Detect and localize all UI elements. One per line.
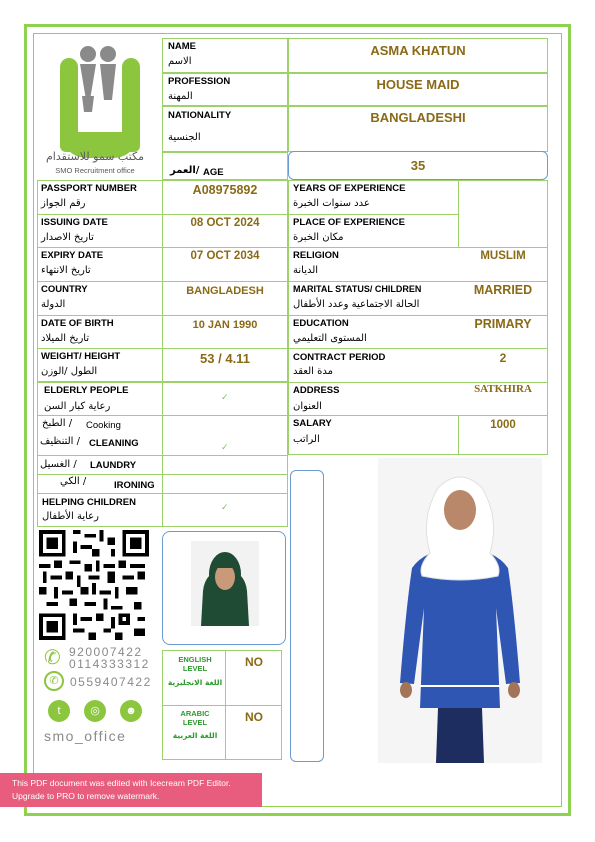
profession-label-arabic: المهنة xyxy=(168,91,193,102)
portrait-photo xyxy=(191,541,259,626)
expiry-date-value: 07 OCT 2034 xyxy=(190,250,260,262)
marital-status-value: MARRIED xyxy=(473,283,533,297)
passport-label: PASSPORT NUMBER xyxy=(41,183,137,194)
phone-icon: ✆ xyxy=(44,647,61,669)
date-of-birth-label-arabic: تاريخ الميلاد xyxy=(41,333,90,344)
address-value: SATKHIRA xyxy=(474,383,532,395)
twitter-icon[interactable]: t xyxy=(48,700,70,722)
phone-number-1: 920007422 xyxy=(69,645,143,659)
row-divider xyxy=(37,315,288,316)
row-divider xyxy=(288,315,548,316)
english-level-label: ENGLISH LEVEL xyxy=(178,655,212,673)
nationality-value: BANGLADESHI xyxy=(370,110,466,125)
date-of-birth-label: DATE OF BIRTH xyxy=(41,318,114,329)
education-value: PRIMARY xyxy=(474,317,532,331)
country-label: COUNTRY xyxy=(41,284,88,295)
skill-elderly-label: ELDERLY PEOPLE xyxy=(44,385,129,396)
education-label-arabic: المستوى التعليمي xyxy=(293,333,367,344)
age-label: AGE xyxy=(203,167,224,178)
experience-years-label-arabic: عدد سنوات الخبرة xyxy=(293,198,370,209)
row-divider xyxy=(288,214,458,215)
education-label: EDUCATION xyxy=(293,318,349,329)
marital-status-label: MARITAL STATUS/ CHILDREN xyxy=(293,284,422,294)
skill-cooking-label-arabic: الطبخ / xyxy=(42,418,73,429)
arabic-level-label: ARABIC LEVEL xyxy=(180,709,210,727)
country-label-arabic: الدولة xyxy=(41,299,66,310)
skill-cooking-label: Cooking xyxy=(86,420,121,431)
row-divider xyxy=(37,214,288,215)
skill-helping-children-label-arabic: رعاية الأطفال xyxy=(42,511,99,522)
social-handle: smo_office xyxy=(44,728,127,744)
skill-cleaning-label: CLEANING xyxy=(89,438,139,449)
skill-elderly-check: ✓ xyxy=(221,392,229,402)
address-label: ADDRESS xyxy=(293,385,340,396)
name-value: ASMA KHATUN xyxy=(370,43,466,58)
passport-value: A08975892 xyxy=(192,183,258,197)
arabic-level-label-arabic: اللغة العربية xyxy=(172,731,218,740)
name-label: NAME xyxy=(168,41,196,52)
age-label-arabic: العمر/ xyxy=(170,165,200,176)
phone-number-2: 0114333312 xyxy=(69,657,150,671)
passport-label-arabic: رقم الجواز xyxy=(41,198,86,209)
country-value: BANGLADESH xyxy=(186,285,264,297)
whatsapp-icon: ✆ xyxy=(44,671,64,691)
religion-value: MUSLIM xyxy=(480,250,526,262)
skill-divider xyxy=(37,493,288,494)
pdf-editor-watermark[interactable] xyxy=(0,773,262,807)
language-divider-h xyxy=(162,705,282,706)
marital-status-label-arabic: الحالة الاجتماعية وعدد الأطفال xyxy=(293,299,420,310)
english-level-value: NO xyxy=(245,655,263,669)
watermark-line-1: This PDF document was edited with Icecream PDF Editor. xyxy=(12,778,231,788)
instagram-icon[interactable]: ◎ xyxy=(84,700,106,722)
row-divider xyxy=(288,247,548,248)
row-divider xyxy=(288,281,548,282)
arabic-level-value: NO xyxy=(245,710,263,724)
row-divider xyxy=(37,281,288,282)
row-divider xyxy=(37,247,288,248)
salary-label: SALARY xyxy=(293,418,332,429)
skill-laundry-label-arabic: الغسيل / xyxy=(40,459,77,470)
qr-code xyxy=(37,530,151,640)
logo-text-english: SMO Recruitment office xyxy=(55,166,135,175)
experience-place-label-arabic: مكان الخبرة xyxy=(293,232,344,243)
weight-height-label-arabic: الطول /الوزن xyxy=(41,366,98,377)
religion-label: RELIGION xyxy=(293,250,339,261)
weight-height-value: 53 / 4.11 xyxy=(200,351,250,366)
english-level-label-arabic: اللغة الانجليزية xyxy=(167,678,223,687)
skill-helping-children-label: HELPING CHILDREN xyxy=(42,497,136,508)
age-value: 35 xyxy=(410,158,426,173)
skill-laundry-label: LAUNDRY xyxy=(90,460,137,471)
weight-height-label: WEIGHT/ HEIGHT xyxy=(41,351,121,362)
issuing-date-value: 08 OCT 2024 xyxy=(190,217,260,229)
skill-ironing-label: IRONING xyxy=(114,480,155,491)
issuing-date-label-arabic: تاريخ الاصدار xyxy=(41,232,94,243)
salary-label-arabic: الراتب xyxy=(293,434,320,445)
nationality-label: NATIONALITY xyxy=(168,110,232,121)
profession-label: PROFESSION xyxy=(168,76,231,87)
experience-years-label: YEARS OF EXPERIENCE xyxy=(293,183,406,194)
logo-text-arabic: مكتب سمو للاستقدام xyxy=(46,150,144,163)
skill-elderly-label-arabic: رعاية كبار السن xyxy=(44,401,111,412)
skill-divider xyxy=(37,455,288,456)
date-of-birth-value: 10 JAN 1990 xyxy=(192,319,258,331)
row-divider xyxy=(288,415,548,416)
contract-period-value: 2 xyxy=(499,351,507,365)
address-label-arabic: العنوان xyxy=(293,401,322,412)
skill-divider xyxy=(37,415,288,416)
row-divider xyxy=(37,348,288,349)
snapchat-icon[interactable]: ☻ xyxy=(120,700,142,722)
issuing-date-label: ISSUING DATE xyxy=(41,217,108,228)
contract-period-label-arabic: مدة العقد xyxy=(293,366,333,377)
expiry-date-label-arabic: تاريخ الانتهاء xyxy=(41,265,91,276)
whatsapp-number: 0559407422 xyxy=(70,675,152,689)
salary-value: 1000 xyxy=(490,419,516,431)
blank-side-slot xyxy=(290,470,324,762)
name-label-arabic: الاسم xyxy=(168,56,192,67)
nationality-label-arabic: الجنسية xyxy=(168,132,201,143)
full-body-photo xyxy=(378,458,542,763)
skill-ironing-label-arabic: الكي / xyxy=(60,476,87,487)
contract-period-label: CONTRACT PERIOD xyxy=(293,352,386,363)
religion-label-arabic: الديانة xyxy=(293,265,319,276)
skill-cleaning-check: ✓ xyxy=(221,442,229,452)
expiry-date-label: EXPIRY DATE xyxy=(41,250,104,261)
experience-place-label: PLACE OF EXPERIENCE xyxy=(293,217,405,228)
skill-helping-children-check: ✓ xyxy=(221,502,229,512)
skill-cleaning-label-arabic: التنظيف / xyxy=(40,436,80,447)
profession-value: HOUSE MAID xyxy=(376,77,460,92)
right-rows-divider-top xyxy=(458,180,459,247)
watermark-line-2: Upgrade to PRO to remove watermark. xyxy=(12,791,160,801)
row-divider xyxy=(288,348,548,349)
skill-divider xyxy=(37,474,288,475)
